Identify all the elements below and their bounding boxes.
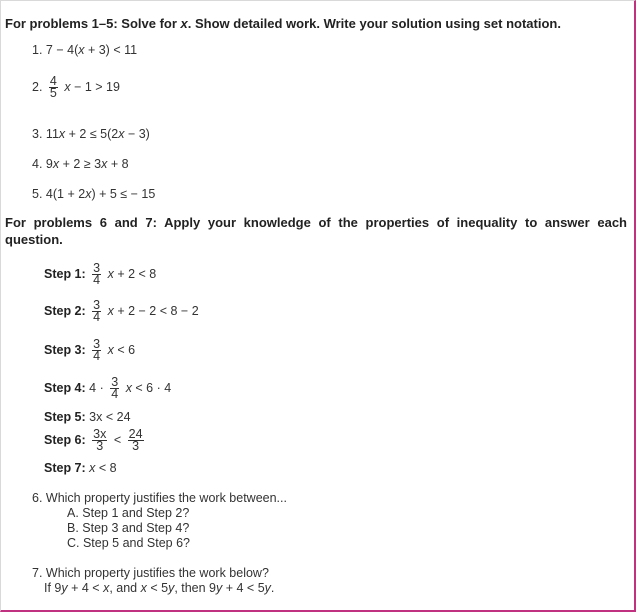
problem-5: 5. 4(1 + 2x) + 5 ≤ − 15 [32, 187, 156, 201]
question-6-option-c: C. Step 5 and Step 6? [67, 536, 191, 550]
section2-heading: For problems 6 and 7: Apply your knowledge of the properties of inequality to answer each question. [5, 215, 627, 247]
section1-heading: For problems 1–5: Solve for x. Show detailed work. Write your solution using set notation. [5, 16, 561, 31]
fraction: $\frac{3}{4}$ [93, 261, 101, 287]
fraction: $\frac{3}{4}$ [93, 298, 101, 324]
question-7: 7. Which property justifies the work below? [32, 566, 269, 580]
question-6: 6. Which property justifies the work between... [32, 491, 287, 505]
question-6-option-a: A. Step 1 and Step 2? [67, 506, 190, 520]
problem-4: 4. 9x + 2 ≥ 3x + 8 [32, 157, 129, 171]
step-4: Step 4: 4 · $\frac{3}{4}$ x < 6 · 4 [44, 375, 172, 401]
fraction: $\frac{3x}{3}$ [93, 427, 107, 453]
step-5: Step 5: 3x < 24 [44, 410, 131, 424]
step-7: Step 7: x < 8 [44, 461, 117, 475]
step-6: Step 6: $\frac{3x}{3}$ < $\frac{24}{3}$ [44, 427, 143, 453]
problem-3: 3. 11x + 2 ≤ 5(2x − 3) [32, 127, 150, 141]
question-7-statement: If 9y + 4 < x, and x < 5y, then 9y + 4 < 5y. [44, 581, 275, 595]
step-1: Step 1: $\frac{3}{4}$ x + 2 < 8 [44, 261, 157, 287]
problem-2: 2. $\frac{4}{5}$ x − 1 > 19 [32, 74, 120, 100]
step-2: Step 2: $\frac{3}{4}$ x + 2 − 2 < 8 − 2 [44, 298, 199, 324]
fraction: $\frac{4}{5}$ [49, 74, 57, 100]
question-6-option-b: B. Step 3 and Step 4? [67, 521, 190, 535]
fraction: $\frac{3}{4}$ [93, 337, 101, 363]
fraction: $\frac{24}{3}$ [128, 427, 143, 453]
problem-1: 1. 7 − 4(x + 3) < 11 [32, 43, 138, 57]
step-3: Step 3: $\frac{3}{4}$ x < 6 [44, 337, 136, 363]
fraction: $\frac{3}{4}$ [111, 375, 119, 401]
